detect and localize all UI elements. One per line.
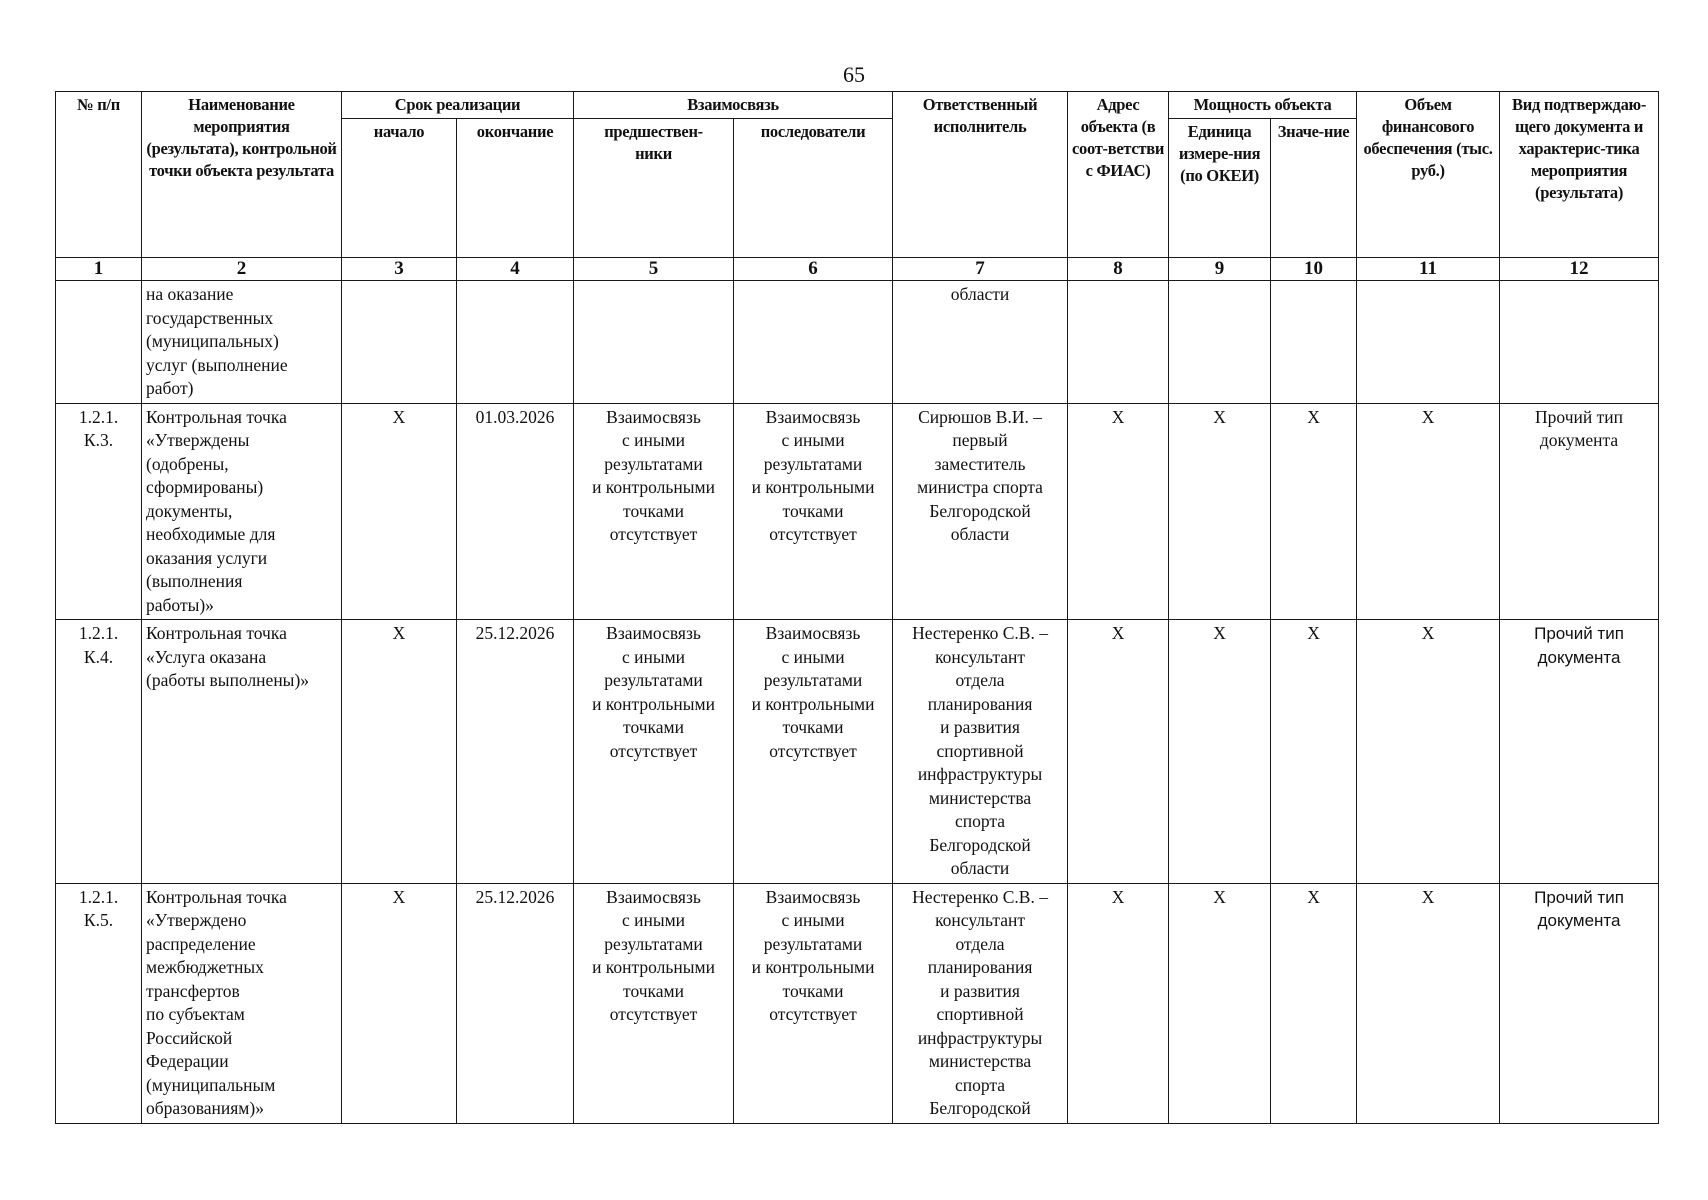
- address: X: [1068, 403, 1169, 620]
- document-type: Прочий тип документа: [1500, 403, 1659, 620]
- event-name: на оказание государственных (муниципальных) услуг (выполнение работ): [142, 281, 342, 404]
- end-date: 01.03.2026: [457, 403, 574, 620]
- unit: [1169, 281, 1271, 404]
- end-date: 25.12.2026: [457, 883, 574, 1123]
- unit: X: [1169, 403, 1271, 620]
- document-type: Прочий тип документа: [1500, 883, 1659, 1123]
- successors: [734, 281, 893, 404]
- responsible: Сирюшов В.И. – первый заместитель министра спорта Белгородской области: [893, 403, 1068, 620]
- column-number: 12: [1500, 258, 1659, 281]
- header-value: Значе-ние: [1271, 119, 1357, 258]
- document-type: [1500, 281, 1659, 404]
- column-number: 10: [1271, 258, 1357, 281]
- header-successors: последователи: [734, 119, 893, 258]
- row-number: [56, 281, 142, 404]
- header-responsible: Ответственный исполнитель: [893, 92, 1068, 258]
- column-number: 9: [1169, 258, 1271, 281]
- header-row-number: № п/п: [56, 92, 142, 258]
- event-name: Контрольная точка «Утверждено распределение межбюджетных трансфертов по субъектам Российской Федерации (муниципальным образованиям)»: [142, 883, 342, 1123]
- document-type: Прочий тип документа: [1500, 620, 1659, 884]
- header-implementation-term: Срок реализации: [342, 92, 574, 119]
- column-number: 6: [734, 258, 893, 281]
- address: X: [1068, 620, 1169, 884]
- responsible: Нестеренко С.В. – консультант отдела планирования и развития спортивной инфраструктуры министерства спорта Белгородской: [893, 883, 1068, 1123]
- table-row: [56, 620, 1659, 884]
- table-row: [56, 883, 1659, 1123]
- value: X: [1271, 403, 1357, 620]
- start-date: X: [342, 883, 457, 1123]
- unit: X: [1169, 883, 1271, 1123]
- header-document-type: Вид подтверждаю-щего документа и характерис-тика мероприятия (результата): [1500, 92, 1659, 258]
- predecessors: Взаимосвязь с иными результатами и контрольными точками отсутствует: [574, 403, 734, 620]
- table-row: [56, 403, 1659, 620]
- row-number: 1.2.1. К.4.: [56, 620, 142, 884]
- end-date: [457, 281, 574, 404]
- table-row: [56, 281, 1659, 404]
- row-number: 1.2.1. К.3.: [56, 403, 142, 620]
- predecessors: Взаимосвязь с иными результатами и контрольными точками отсутствует: [574, 883, 734, 1123]
- column-number: 7: [893, 258, 1068, 281]
- predecessors: [574, 281, 734, 404]
- header-address: Адрес объекта (в соот-ветстви с ФИАС): [1068, 92, 1169, 258]
- successors: Взаимосвязь с иными результатами и контрольными точками отсутствует: [734, 403, 893, 620]
- value: X: [1271, 883, 1357, 1123]
- value: [1271, 281, 1357, 404]
- header-end: окончание: [457, 119, 574, 258]
- column-number: 11: [1357, 258, 1500, 281]
- successors: Взаимосвязь с иными результатами и контрольными точками отсутствует: [734, 883, 893, 1123]
- finance: X: [1357, 883, 1500, 1123]
- start-date: [342, 281, 457, 404]
- address: [1068, 281, 1169, 404]
- predecessors: Взаимосвязь с иными результатами и контрольными точками отсутствует: [574, 620, 734, 884]
- event-name: Контрольная точка «Услуга оказана (работы выполнены)»: [142, 620, 342, 884]
- finance: X: [1357, 620, 1500, 884]
- header-start: начало: [342, 119, 457, 258]
- finance: X: [1357, 403, 1500, 620]
- finance: [1357, 281, 1500, 404]
- column-number: 4: [457, 258, 574, 281]
- value: X: [1271, 620, 1357, 884]
- header-relationship: Взаимосвязь: [574, 92, 893, 119]
- responsible: области: [893, 281, 1068, 404]
- column-number: 3: [342, 258, 457, 281]
- responsible: Нестеренко С.В. – консультант отдела планирования и развития спортивной инфраструктуры министерства спорта Белгородской области: [893, 620, 1068, 884]
- column-number: 8: [1068, 258, 1169, 281]
- end-date: 25.12.2026: [457, 620, 574, 884]
- column-number-row: [56, 258, 1659, 281]
- header-event-name: Наименование мероприятия (результата), контрольной точки объекта результата: [142, 92, 342, 258]
- implementation-plan-table: [55, 91, 1659, 1124]
- column-number: 5: [574, 258, 734, 281]
- header-finance: Объем финансового обеспечения (тыс. руб.): [1357, 92, 1500, 258]
- start-date: X: [342, 403, 457, 620]
- row-number: 1.2.1. К.5.: [56, 883, 142, 1123]
- column-number: 1: [56, 258, 142, 281]
- unit: X: [1169, 620, 1271, 884]
- page-number: 65: [843, 62, 865, 87]
- address: X: [1068, 883, 1169, 1123]
- successors: Взаимосвязь с иными результатами и контрольными точками отсутствует: [734, 620, 893, 884]
- header-unit: Единица измере-ния (по ОКЕИ): [1169, 119, 1271, 258]
- header-capacity: Мощность объекта: [1169, 92, 1357, 119]
- event-name: Контрольная точка «Утверждены (одобрены, сформированы) документы, необходимые для оказания услуги (выполнения работы)»: [142, 403, 342, 620]
- start-date: X: [342, 620, 457, 884]
- column-number: 2: [142, 258, 342, 281]
- header-predecessors: предшествен- ники: [574, 119, 734, 258]
